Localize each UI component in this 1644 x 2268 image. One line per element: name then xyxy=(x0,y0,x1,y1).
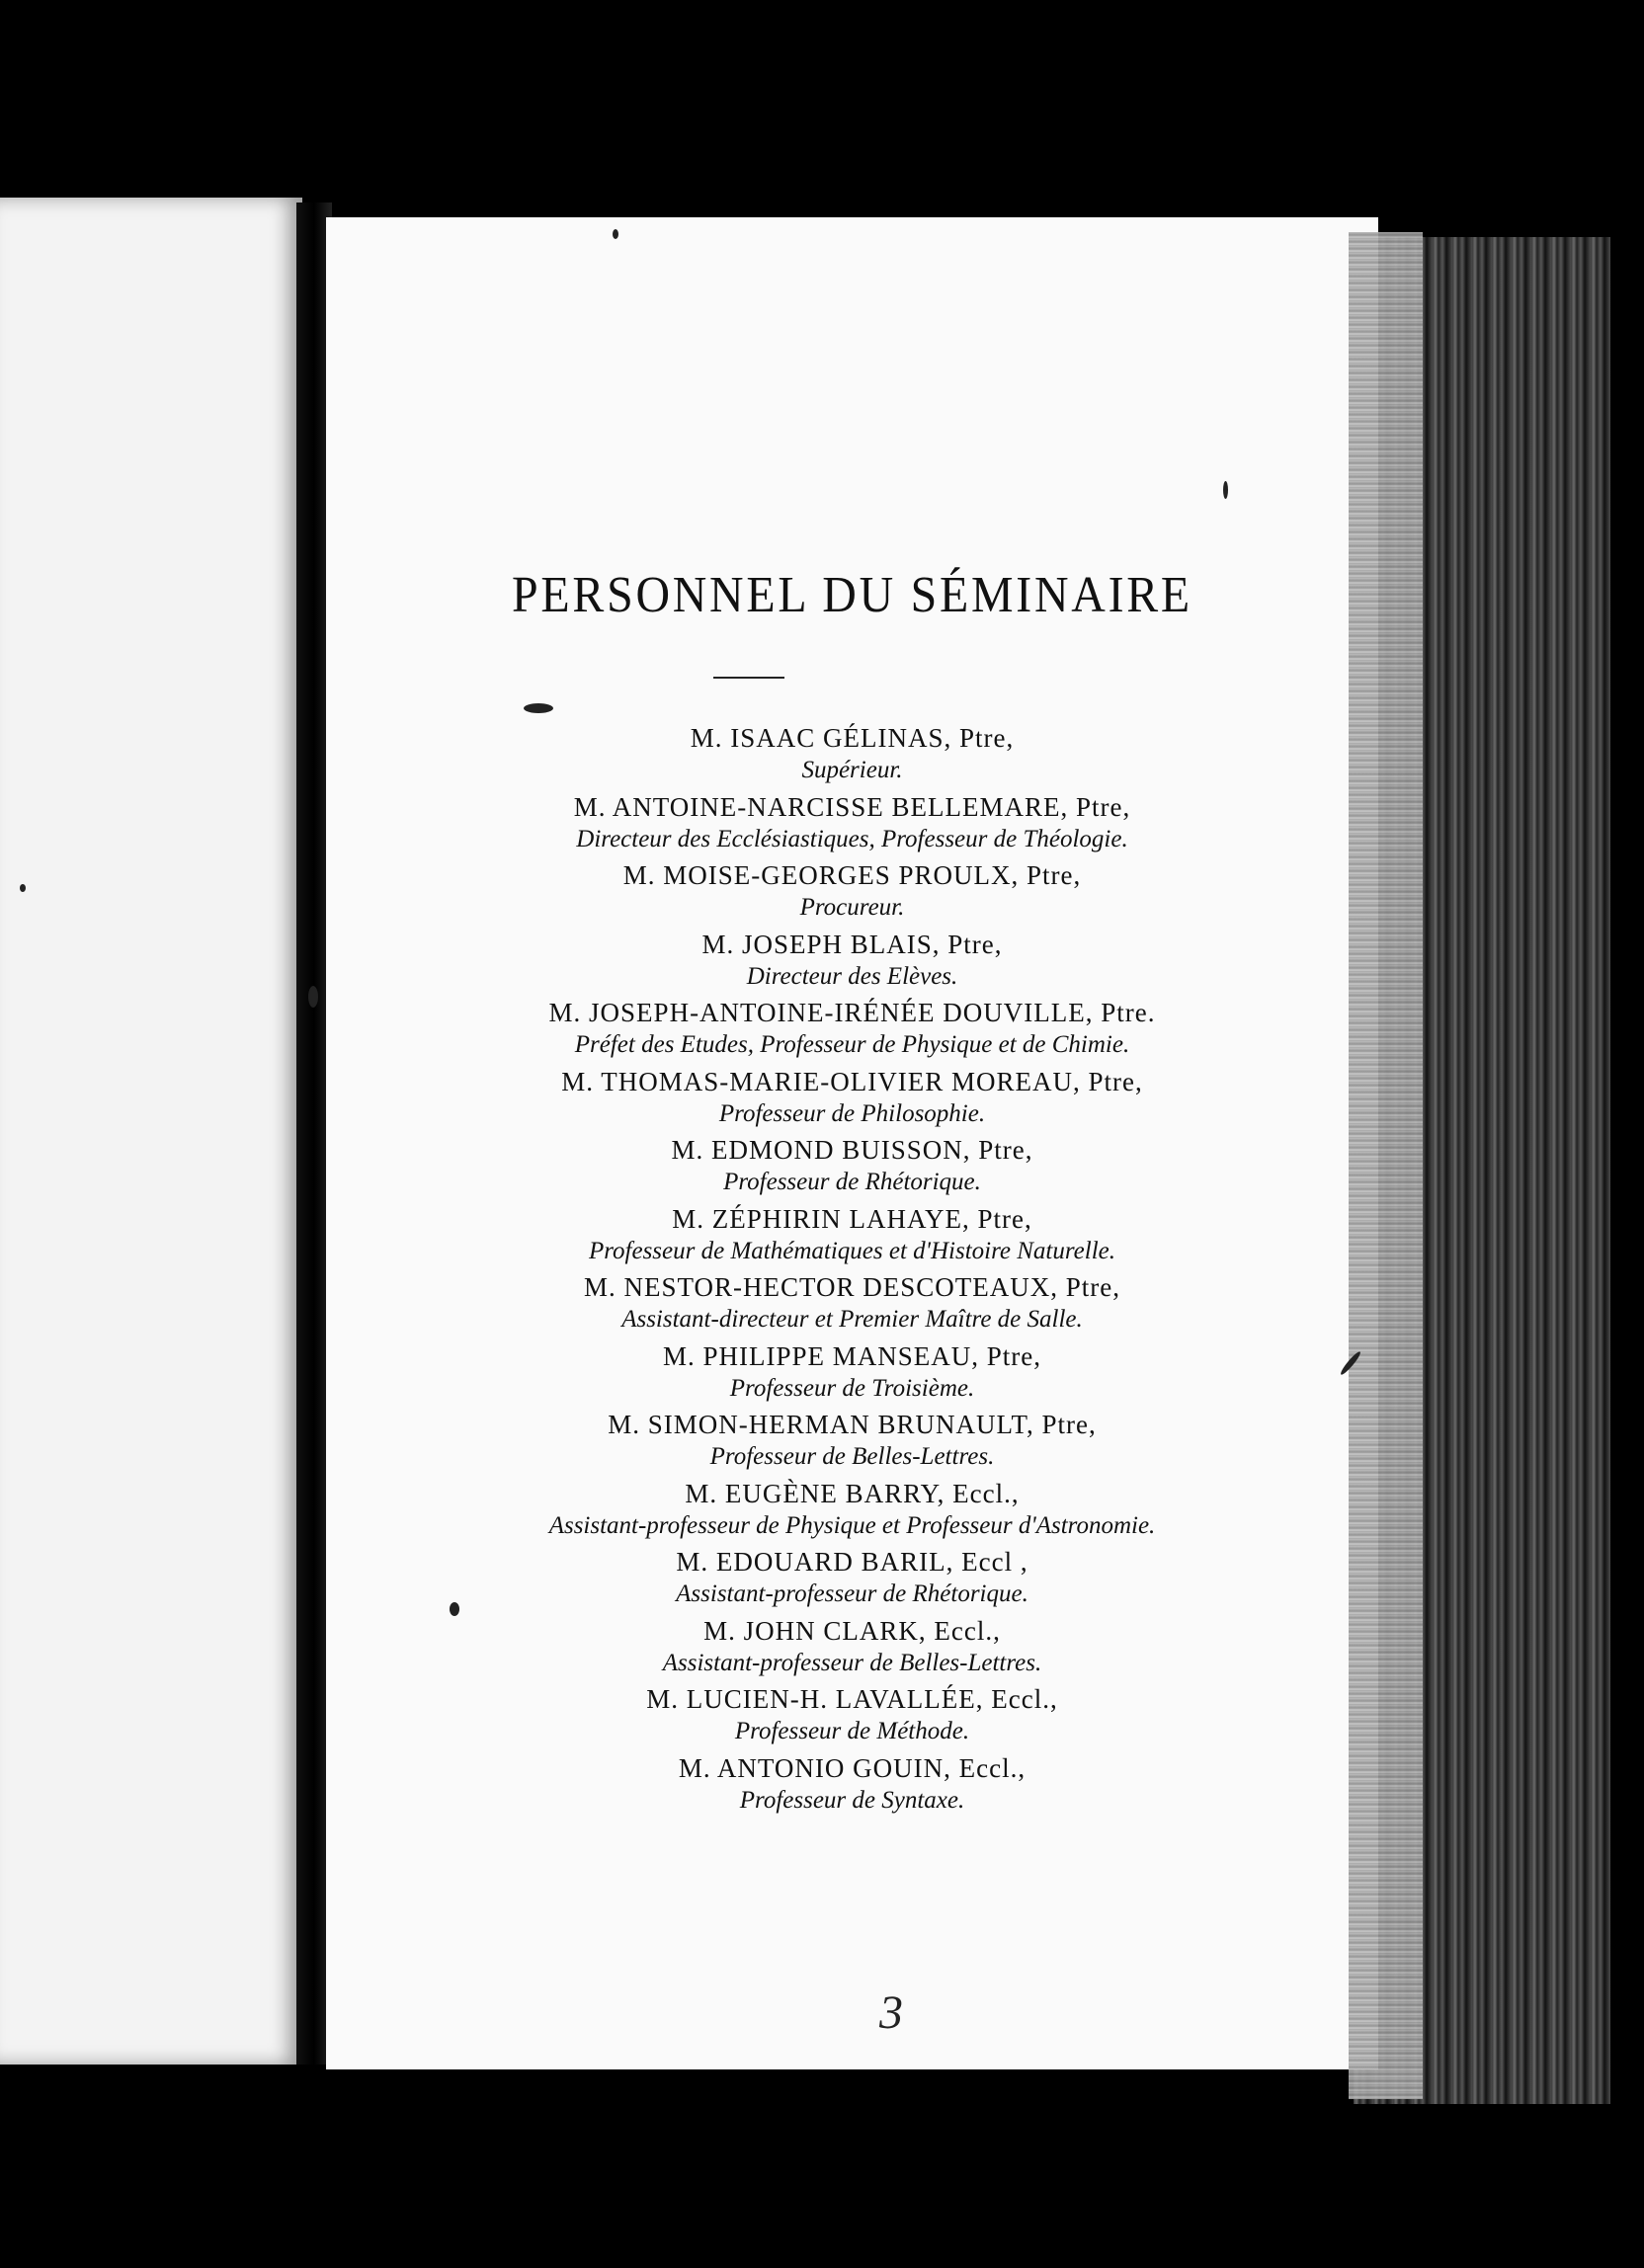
staff-name: M. LUCIEN-H. LAVALLÉE, Eccl., xyxy=(646,1684,1058,1714)
staff-role: Professeur de Philosophie. xyxy=(718,1099,986,1127)
staff-role: Supérieur. xyxy=(801,757,903,783)
staff-name: M. THOMAS-MARIE-OLIVIER MOREAU, Ptre, xyxy=(561,1066,1143,1096)
staff-entry xyxy=(326,1545,1378,1614)
staff-role: Professeur de Belles-Lettres. xyxy=(709,1443,995,1470)
staff-name: M. SIMON-HERMAN BRUNAULT, Ptre, xyxy=(608,1410,1097,1439)
staff-role: Assistant-professeur de Physique et Professeur d'Astronomie. xyxy=(548,1511,1156,1539)
staff-entry xyxy=(326,1133,1378,1202)
staff-role: Préfet des Etudes, Professeur de Physique et de Chimie. xyxy=(574,1031,1130,1058)
staff-entry xyxy=(326,1682,1378,1751)
staff-entry xyxy=(326,1270,1378,1339)
staff-entry xyxy=(326,790,1378,859)
staff-role: Assistant-professeur de Belles-Lettres. xyxy=(662,1649,1042,1676)
scan-speck xyxy=(524,703,553,713)
staff-entry xyxy=(326,928,1378,997)
scan-speck xyxy=(20,884,26,892)
scan-speck xyxy=(308,986,318,1008)
page-number: 3 xyxy=(879,1986,903,2039)
staff-entry xyxy=(326,1614,1378,1683)
staff-name: M. EDOUARD BARIL, Eccl , xyxy=(676,1547,1028,1577)
staff-role: Assistant-professeur de Rhétorique. xyxy=(676,1580,1028,1607)
scan-speck xyxy=(450,1602,459,1616)
staff-entry xyxy=(326,858,1378,928)
staff-role: Directeur des Ecclésiastiques, Professeur de Théologie. xyxy=(576,825,1128,852)
staff-name: M. JOSEPH-ANTOINE-IRÉNÉE DOUVILLE, Ptre. xyxy=(548,998,1156,1027)
page-title: PERSONNEL DU SÉMINAIRE xyxy=(512,567,1192,623)
left-facing-page xyxy=(0,198,302,2065)
staff-role: Procureur. xyxy=(799,894,905,921)
scan-speck xyxy=(1223,481,1228,499)
staff-role: Professeur de Méthode. xyxy=(734,1718,970,1744)
staff-name: M. ANTOINE-NARCISSE BELLEMARE, Ptre, xyxy=(573,791,1131,822)
staff-entry xyxy=(326,1065,1378,1134)
staff-list xyxy=(326,721,1378,1820)
staff-entry xyxy=(326,1477,1378,1546)
scan-speck xyxy=(613,229,618,239)
staff-role: Professeur de Mathématiques et d'Histoire Naturelle. xyxy=(588,1237,1116,1264)
staff-name: M. ISAAC GÉLINAS, Ptre, xyxy=(690,723,1015,753)
staff-entry xyxy=(326,996,1378,1065)
staff-role: Professeur de Syntaxe. xyxy=(739,1786,965,1814)
staff-entry xyxy=(326,1751,1378,1821)
staff-name: M. PHILIPPE MANSEAU, Ptre, xyxy=(662,1340,1042,1371)
staff-name: M. JOSEPH BLAIS, Ptre, xyxy=(701,929,1003,959)
staff-entry xyxy=(326,721,1378,790)
staff-entry xyxy=(326,1408,1378,1477)
staff-name: M. MOISE-GEORGES PROULX, Ptre, xyxy=(622,860,1082,890)
staff-name: M. ANTONIO GOUIN, Eccl., xyxy=(678,1752,1027,1783)
staff-entry xyxy=(326,1339,1378,1409)
staff-role: Directeur des Elèves. xyxy=(746,962,958,990)
title-rule xyxy=(713,677,784,679)
staff-name: M. NESTOR-HECTOR DESCOTEAUX, Ptre, xyxy=(583,1272,1121,1302)
staff-name: M. ZÉPHIRIN LAHAYE, Ptre, xyxy=(672,1203,1032,1234)
staff-entry xyxy=(326,1202,1378,1271)
staff-role: Professeur de Troisième. xyxy=(729,1374,975,1402)
staff-role: Assistant-directeur et Premier Maître de Salle. xyxy=(621,1306,1083,1333)
staff-name: M. EUGÈNE BARRY, Eccl., xyxy=(685,1478,1020,1508)
staff-name: M. EDMOND BUISSON, Ptre, xyxy=(671,1135,1033,1165)
staff-role: Professeur de Rhétorique. xyxy=(723,1169,981,1195)
staff-name: M. JOHN CLARK, Eccl., xyxy=(703,1615,1001,1646)
